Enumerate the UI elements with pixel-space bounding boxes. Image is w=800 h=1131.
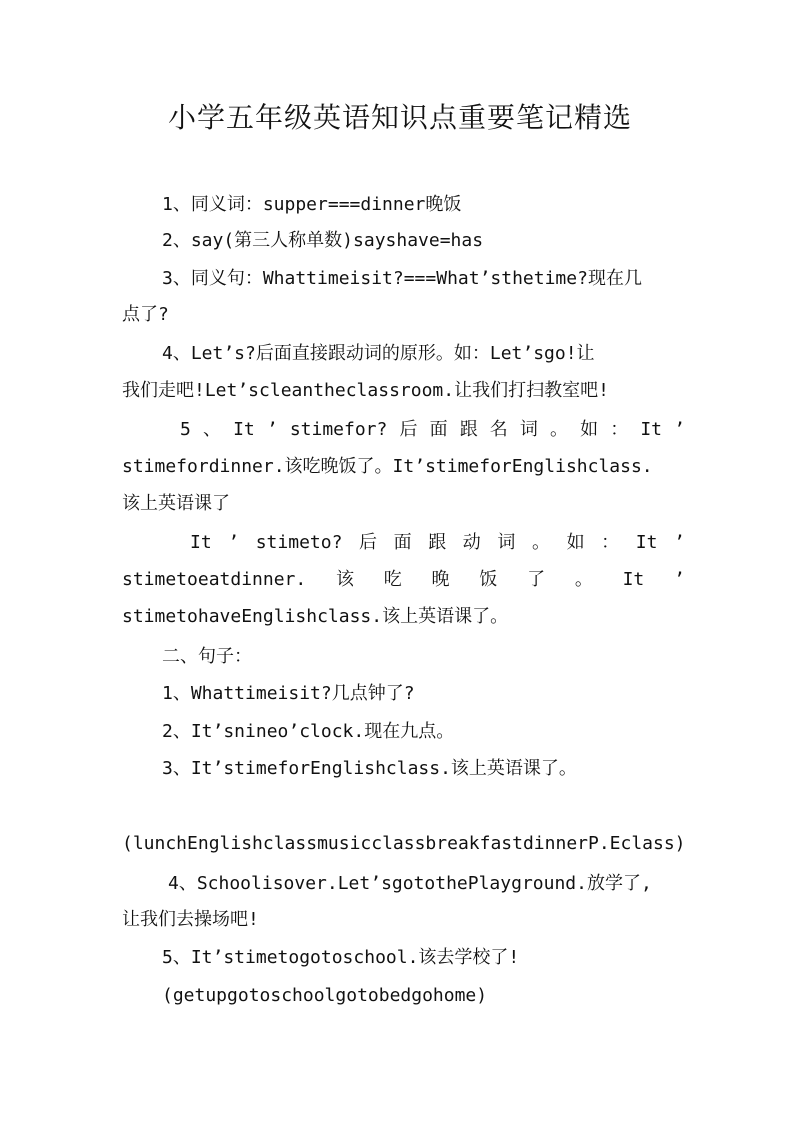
sentence-4: 4、Schoolisover.Let’sgotothePlayground.放学了,: [168, 873, 652, 894]
sentence-5: 5、It’stimetogotoschool.该去学校了!: [162, 947, 520, 968]
note-line-2: 2、say(第三人称单数)sayshave=has: [162, 230, 484, 251]
note-line-5: [180, 418, 685, 442]
l6b-token: 晚: [431, 569, 450, 590]
sentence-2: 2、It’snineo’clock.现在九点。: [162, 721, 455, 742]
l5a-token: 如: [580, 419, 599, 440]
l6a-token: ’: [674, 532, 685, 553]
l6a-token: ：: [601, 532, 620, 553]
l6a-token: 跟: [428, 532, 447, 553]
l6a-token: 后: [359, 532, 378, 553]
l6b-token: 该: [336, 569, 354, 590]
note-line-6-cont: [122, 568, 685, 592]
l6b-token: stimetoeatdinner.: [122, 569, 307, 590]
l6b-token: 吃: [383, 569, 402, 590]
l6b-token: ’: [674, 569, 685, 590]
l5a-token: 跟: [459, 419, 478, 440]
l6b-token: 饭: [479, 569, 498, 590]
l6a-token: 如: [566, 532, 585, 553]
l5a-token: stimefor?: [289, 419, 388, 440]
sentence-1: 1、Whattimeisit?几点钟了?: [162, 683, 415, 704]
l6b-token: It: [622, 569, 645, 590]
sentence-3-examples: (lunchEnglishclassmusicclassbreakfastdinnerP.Eclass): [122, 833, 686, 854]
l5a-token: 5: [180, 419, 191, 440]
l5a-token: ’: [674, 419, 685, 440]
page-title: 小学五年级英语知识点重要笔记精选: [167, 101, 632, 134]
sentence-4-cont: 让我们去操场吧!: [122, 909, 259, 930]
note-line-3-cont: 点了?: [122, 304, 169, 325]
note-line-5-cont2: 该上英语课了: [122, 493, 230, 514]
l5a-token: It: [640, 419, 663, 440]
section-heading-sentences: 二、句子：: [162, 646, 252, 667]
l5a-token: 词: [519, 419, 538, 440]
l6b-token: 了: [527, 569, 546, 590]
sentence-3: 3、It’stimeforEnglishclass.该上英语课了。: [162, 758, 577, 779]
sentence-5-examples: (getupgotoschoolgotobedgohome): [162, 985, 488, 1006]
l6a-token: It: [190, 532, 212, 553]
l5a-token: 面: [429, 419, 448, 440]
l6b-token: 。: [574, 569, 593, 590]
l6a-token: 词: [497, 532, 516, 553]
note-line-3: 3、同义句：Whattimeisit?===What’sthetime?现在几: [162, 268, 642, 289]
note-line-4: 4、Let’s?后面直接跟动词的原形。如：Let’sgo!让: [162, 343, 595, 364]
l6a-token: 动: [462, 532, 481, 553]
l6a-token: stimeto?: [255, 532, 343, 553]
note-line-6: [190, 531, 685, 555]
note-line-6-cont2: stimetohaveEnglishclass.该上英语课了。: [122, 606, 509, 627]
l5a-token: 。: [550, 419, 569, 440]
l6a-token: 面: [393, 532, 412, 553]
l5a-token: 名: [489, 419, 508, 440]
l6a-token: ’: [228, 532, 240, 553]
l6a-token: 。: [531, 532, 550, 553]
l6a-token: It: [635, 532, 658, 553]
l5a-token: 后: [399, 419, 418, 440]
l5a-token: It: [233, 419, 255, 440]
note-line-5-cont: stimefordinner.该吃晚饭了。It’stimeforEnglishclass.: [122, 456, 653, 477]
note-line-1: 1、同义词：supper===dinner晚饭: [162, 194, 462, 215]
l5a-token: ’: [266, 419, 278, 440]
l5a-token: ：: [610, 419, 629, 440]
l5a-token: 、: [202, 419, 221, 440]
note-line-4-cont: 我们走吧!Let’scleantheclassroom.让我们打扫教室吧!: [122, 380, 609, 401]
